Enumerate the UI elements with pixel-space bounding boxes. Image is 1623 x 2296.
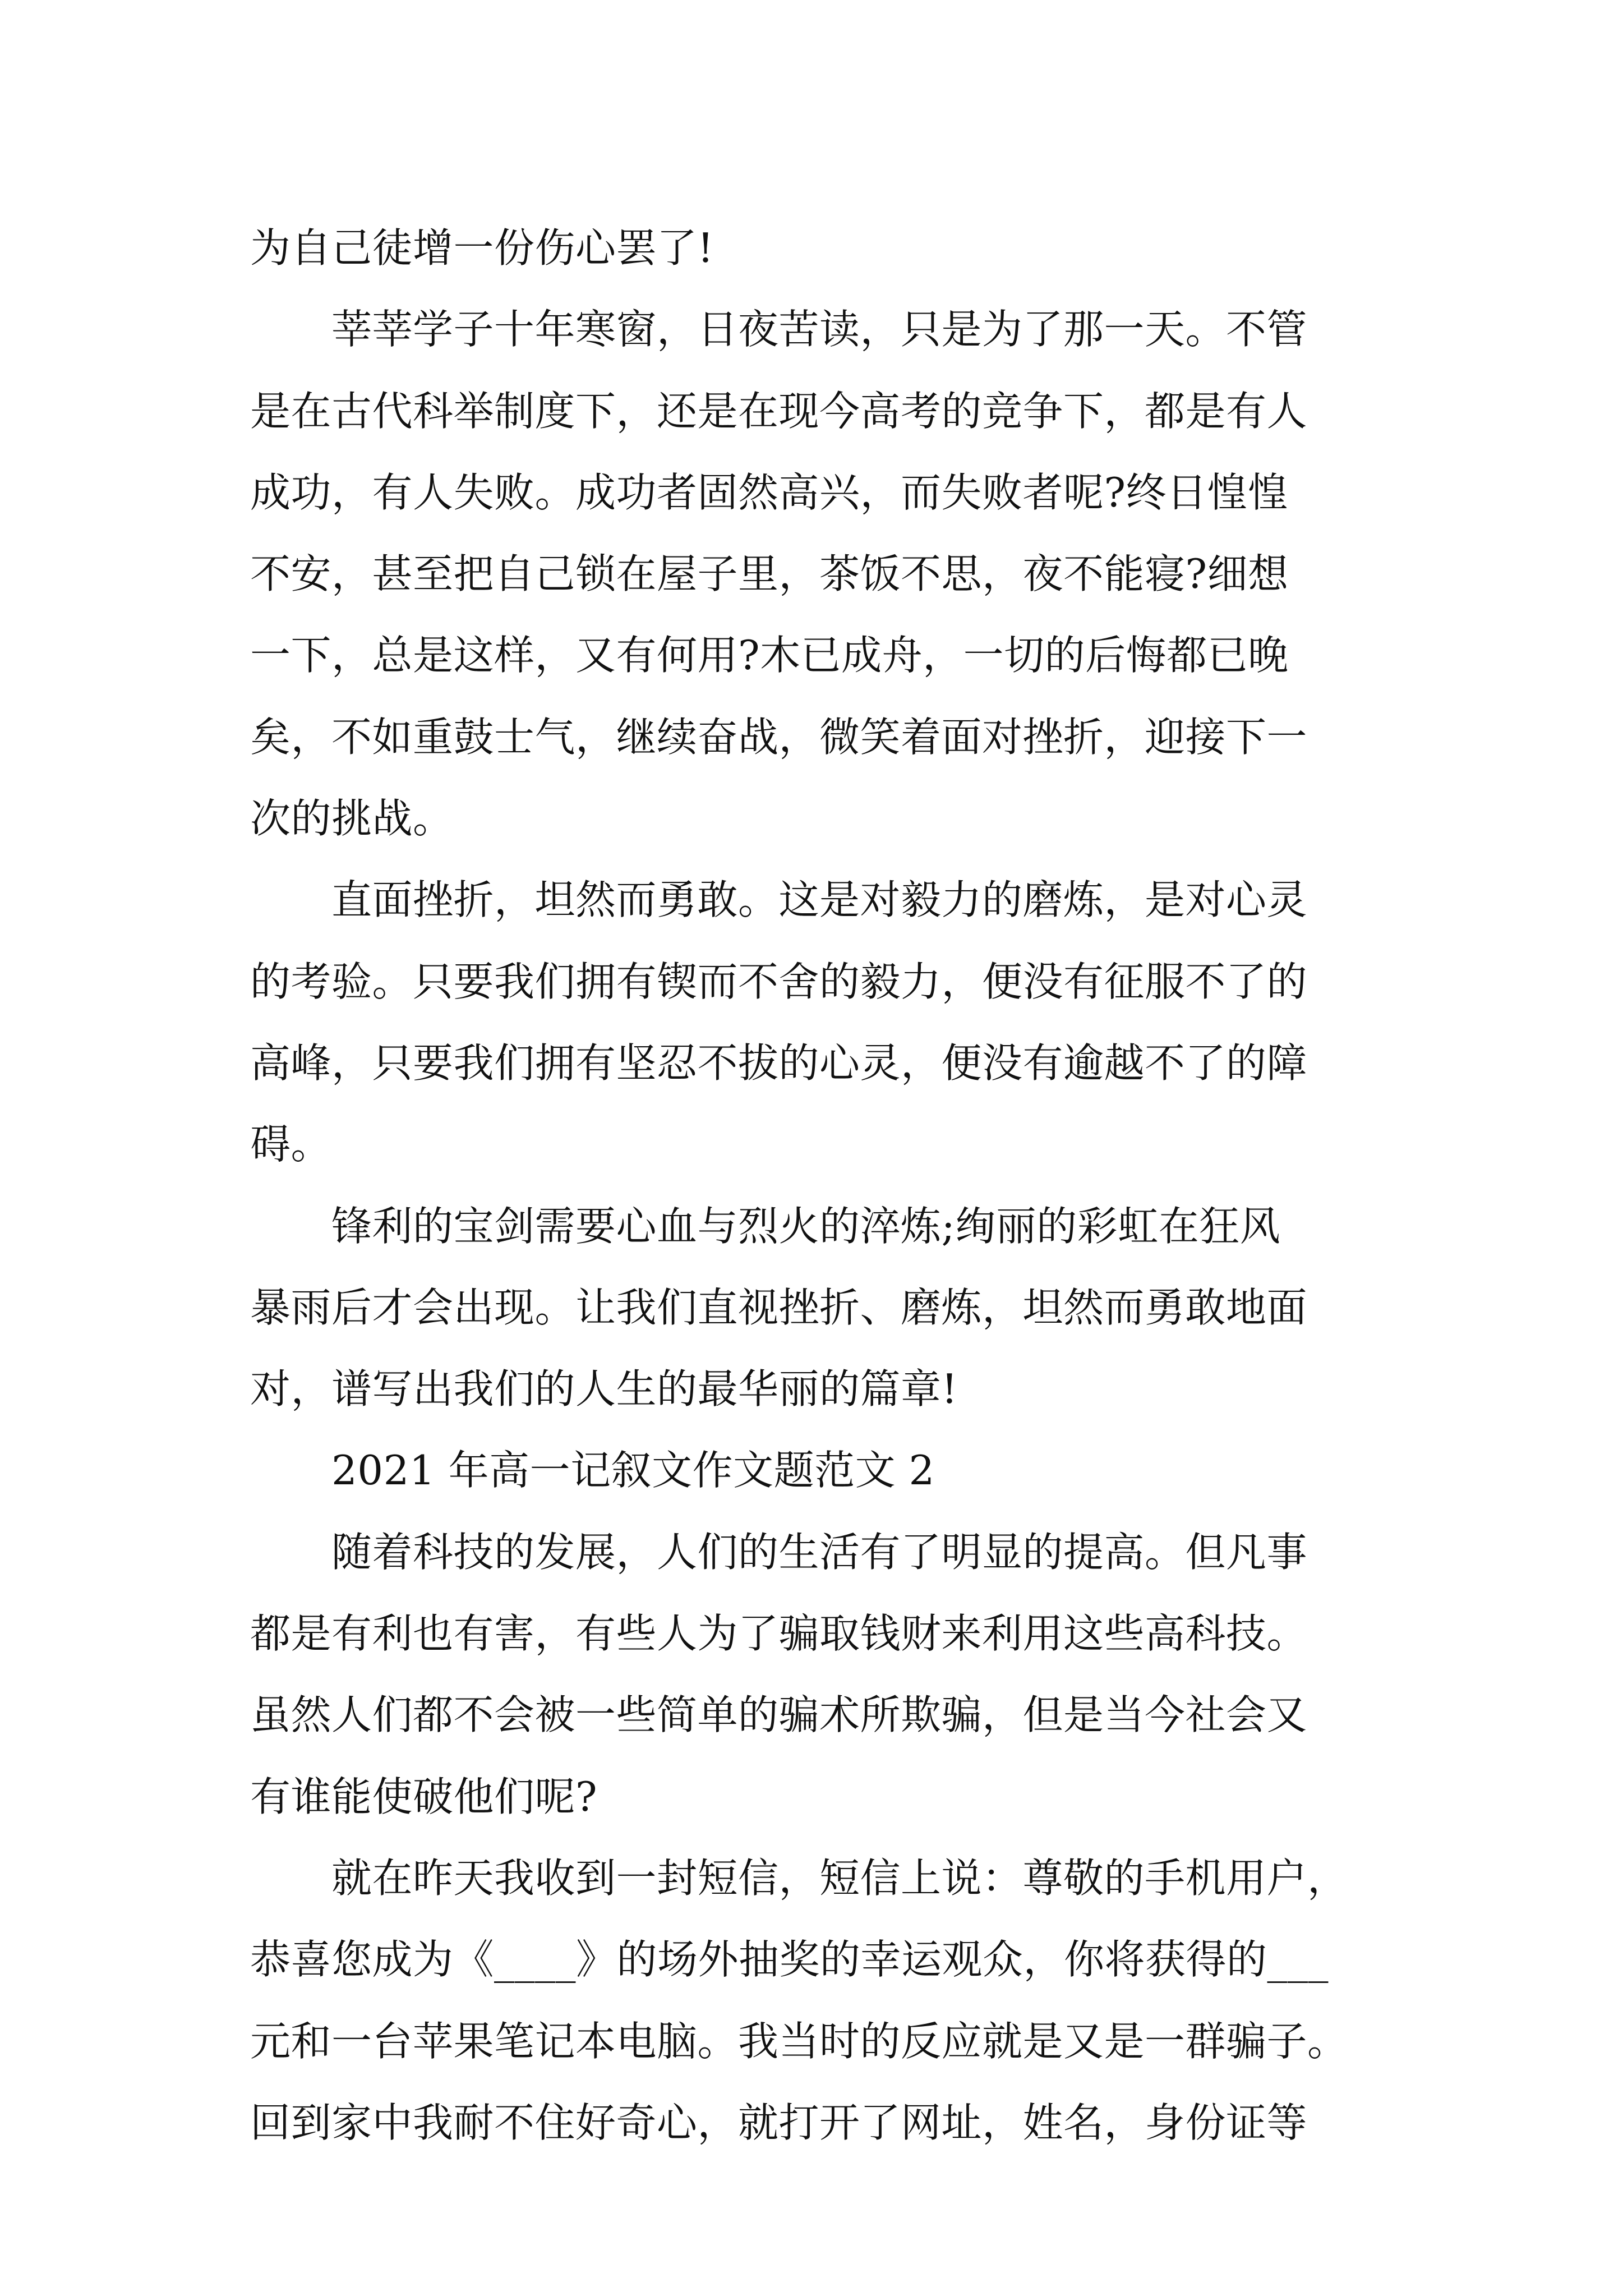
paragraph-start-line: 直面挫折，坦然而勇敢。这是对毅力的磨炼，是对心灵 bbox=[331, 876, 1308, 924]
text-line: 元和一台苹果笔记本电脑。我当时的反应就是又是一群骗子。 bbox=[250, 2017, 1348, 2065]
text-line: 都是有利也有害，有些人为了骗取钱财来利用这些高科技。 bbox=[250, 1610, 1308, 1658]
text-line: 是在古代科举制度下，还是在现今高考的竞争下，都是有人 bbox=[250, 387, 1308, 435]
text-line: 矣，不如重鼓士气，继续奋战，微笑着面对挫折，迎接下一 bbox=[250, 713, 1308, 761]
text-line: 成功，有人失败。成功者固然高兴，而失败者呢?终日惶惶 bbox=[250, 468, 1289, 516]
paragraph-start-line: 随着科技的发展，人们的生活有了明显的提高。但凡事 bbox=[331, 1528, 1308, 1576]
text-line: 对，谱写出我们的人生的最华丽的篇章! bbox=[250, 1365, 958, 1413]
body-text bbox=[250, 208, 1394, 2164]
text-line: 回到家中我耐不住好奇心，就打开了网址，姓名，身份证等 bbox=[250, 2099, 1308, 2146]
paragraph-start-line: 莘莘学子十年寒窗，日夜苦读，只是为了那一天。不管 bbox=[331, 306, 1308, 353]
text-line: 不安，甚至把自己锁在屋子里，茶饭不思，夜不能寝?细想 bbox=[250, 550, 1289, 598]
text-line: 次的挑战。 bbox=[250, 795, 454, 843]
paragraph-start-line: 锋利的宝剑需要心血与烈火的淬炼;绚丽的彩虹在狂风 bbox=[331, 1202, 1281, 1250]
text-line: 高峰，只要我们拥有坚忍不拔的心灵，便没有逾越不了的障 bbox=[250, 1039, 1308, 1087]
text-line: 的考验。只要我们拥有锲而不舍的毅力，便没有征服不了的 bbox=[250, 958, 1308, 1005]
text-line: 为自己徒增一份伤心罢了! bbox=[250, 224, 714, 272]
text-line: 暴雨后才会出现。让我们直视挫折、磨炼，坦然而勇敢地面 bbox=[250, 1283, 1308, 1331]
text-line: 有谁能使破他们呢? bbox=[250, 1773, 598, 1820]
text-line: 恭喜您成为《____》的场外抽奖的幸运观众，你将获得的___ bbox=[250, 1936, 1329, 1984]
text-line: 碍。 bbox=[250, 1121, 332, 1168]
section-heading: 2021 年高一记叙文作文题范文 2 bbox=[331, 1447, 935, 1494]
text-line: 一下，总是这样，又有何用?木已成舟，一切的后悔都已晚 bbox=[250, 632, 1289, 679]
text-line: 虽然人们都不会被一些简单的骗术所欺骗，但是当今社会又 bbox=[250, 1691, 1308, 1739]
paragraph-start-line: 就在昨天我收到一封短信，短信上说：尊敬的手机用户， bbox=[331, 1854, 1348, 1902]
